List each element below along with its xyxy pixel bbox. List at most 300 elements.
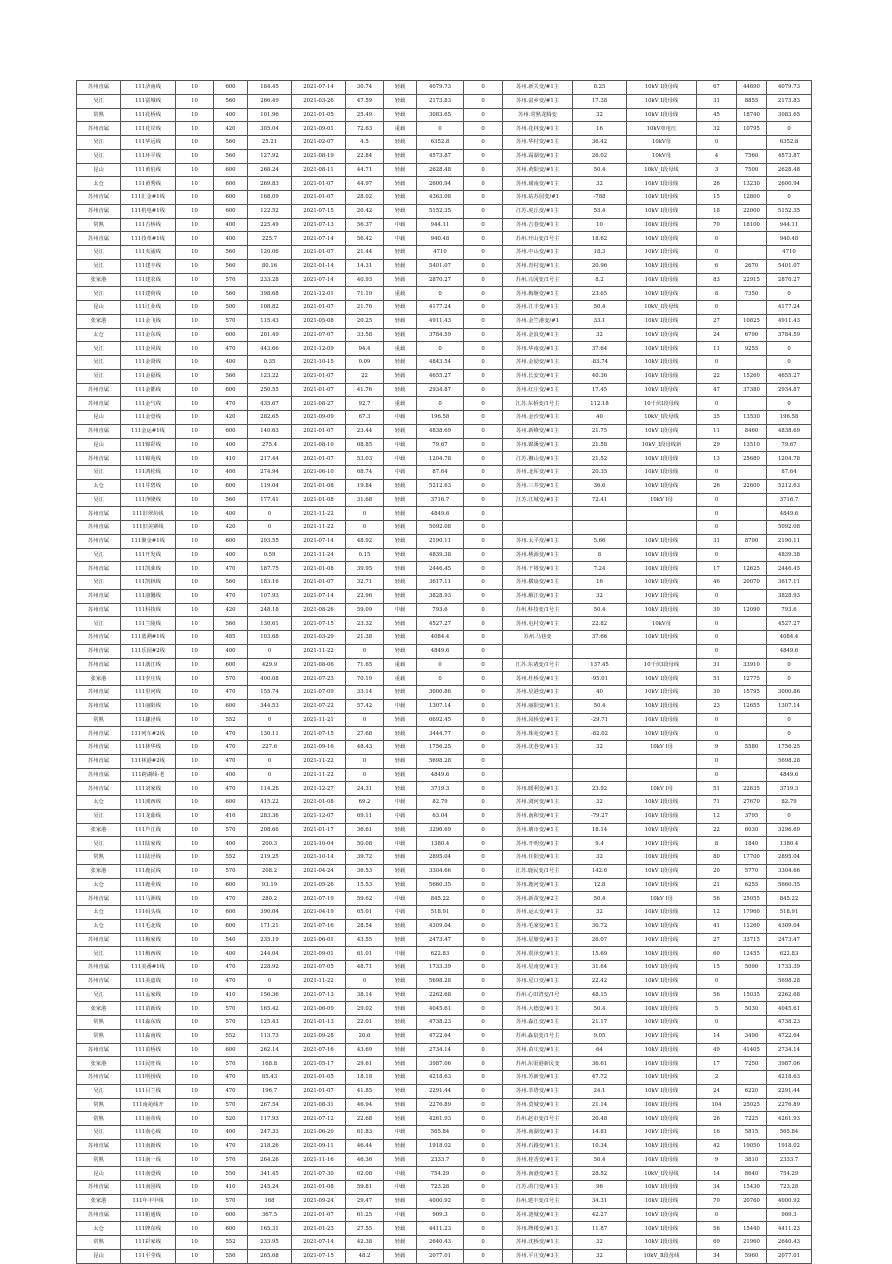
cell-spare-capacity: 87.64: [417, 466, 464, 480]
cell-voltage: 10: [176, 369, 214, 383]
cell-load-rate: 0.15: [346, 548, 384, 562]
cell-available-capacity: 2446.45: [767, 562, 812, 576]
cell-peak-load: 429.9: [248, 658, 292, 672]
cell-available-capacity: 4849.6: [767, 507, 812, 521]
cell-busbar: 10kV Ⅰ段母线: [627, 837, 697, 851]
cell-voltage: 10: [176, 246, 214, 260]
cell-user-capacity: 8460: [737, 424, 767, 438]
table-row: [77, 479, 812, 493]
cell-substation: 苏州.丽阳变/#1主: [503, 699, 573, 713]
cell-transformer-margin: 47.72: [573, 1071, 627, 1085]
cell-load-rate: 61.25: [346, 1208, 384, 1222]
cell-available-capacity: 4045.61: [767, 1002, 812, 1016]
cell-available-capacity: 4527.27: [767, 617, 812, 631]
cell-peak-date: 2021-12-27: [292, 782, 346, 796]
cell-user-capacity: 21960: [737, 1236, 767, 1250]
cell-peak-load: 127.92: [248, 149, 292, 163]
cell-reserve: 0: [464, 961, 503, 975]
cell-voltage: 10: [176, 163, 214, 177]
cell-user-capacity: [737, 466, 767, 480]
cell-substation: 苏州.红庄变/#1主: [503, 383, 573, 397]
table-row: [77, 1208, 812, 1222]
cell-user-capacity: 15035: [737, 988, 767, 1002]
cell-load-level: 轻载: [384, 713, 417, 727]
cell-voltage: 10: [176, 1236, 214, 1250]
cell-capacity: 552: [214, 851, 248, 865]
cell-substation: 苏州.平庄变/#3主: [503, 1249, 573, 1263]
cell-voltage: 10: [176, 672, 214, 686]
cell-substation: 苏州.梅堰变/#1主: [503, 287, 573, 301]
cell-available-capacity: 4218.63: [767, 1071, 812, 1085]
cell-peak-load: 184.45: [248, 81, 292, 95]
cell-peak-date: 2021-08-11: [292, 163, 346, 177]
cell-available-capacity: 2600.94: [767, 177, 812, 191]
cell-feeder-name: 111华远线: [121, 136, 176, 150]
cell-load-level: 轻载: [384, 246, 417, 260]
cell-region: 吴江: [77, 1126, 121, 1140]
cell-user-capacity: 17960: [737, 906, 767, 920]
cell-substation: 苏州.星南变/#1主: [503, 961, 573, 975]
cell-user-capacity: 3490: [737, 1029, 767, 1043]
cell-substation: 苏州.杜桥变/#1主: [503, 672, 573, 686]
cell-user-capacity: 27670: [737, 796, 767, 810]
cell-region: 吴江: [77, 1084, 121, 1098]
cell-peak-load: 130.11: [248, 727, 292, 741]
cell-spare-capacity: 63.04: [417, 809, 464, 823]
cell-available-capacity: 2190.11: [767, 534, 812, 548]
cell-spare-capacity: 1733.39: [417, 961, 464, 975]
cell-load-rate: 67.3: [346, 411, 384, 425]
cell-spare-capacity: 944.11: [417, 218, 464, 232]
cell-peak-date: 2021-07-14: [292, 81, 346, 95]
cell-load-level: 中载: [384, 809, 417, 823]
cell-reserve: 0: [464, 878, 503, 892]
cell-feeder-name: 111建丰线: [121, 259, 176, 273]
cell-transformer-margin: 18.14: [573, 823, 627, 837]
cell-voltage: 10: [176, 933, 214, 947]
cell-peak-date: 2021-09-01: [292, 947, 346, 961]
table-row: [77, 644, 812, 658]
cell-capacity: 600: [214, 81, 248, 95]
cell-transformer-margin: 5.66: [573, 534, 627, 548]
cell-load-level: 轻载: [384, 191, 417, 205]
cell-peak-date: 2021-06-10: [292, 466, 346, 480]
cell-available-capacity: 82.79: [767, 796, 812, 810]
cell-load-rate: 29.61: [346, 1057, 384, 1071]
cell-spare-capacity: 3000.86: [417, 686, 464, 700]
cell-available-capacity: 2895.04: [767, 851, 812, 865]
cell-user-count: 56: [697, 892, 737, 906]
table-row: [77, 507, 812, 521]
cell-reserve: 0: [464, 1236, 503, 1250]
cell-peak-load: 155.74: [248, 686, 292, 700]
cell-transformer-margin: [573, 521, 627, 535]
cell-available-capacity: 4839.38: [767, 548, 812, 562]
cell-available-capacity: 4079.73: [767, 81, 812, 95]
cell-transformer-margin: 20.48: [573, 1112, 627, 1126]
cell-spare-capacity: 2870.27: [417, 273, 464, 287]
cell-spare-capacity: 4363.08: [417, 191, 464, 205]
cell-region: 昆山: [77, 438, 121, 452]
cell-peak-date: 2021-07-14: [292, 589, 346, 603]
cell-reserve: 0: [464, 466, 503, 480]
cell-user-count: 12: [697, 906, 737, 920]
table-row: [77, 122, 812, 136]
cell-busbar: 10kV Ⅰ段母线: [627, 576, 697, 590]
cell-feeder-name: 111金福线: [121, 369, 176, 383]
cell-load-rate: 40.93: [346, 273, 384, 287]
cell-load-rate: 59.62: [346, 892, 384, 906]
cell-voltage: 10: [176, 892, 214, 906]
table-row: [77, 727, 812, 741]
cell-voltage: 10: [176, 562, 214, 576]
cell-user-capacity: [737, 644, 767, 658]
cell-load-level: 中载: [384, 218, 417, 232]
cell-load-rate: 70.19: [346, 672, 384, 686]
cell-feeder-name: 111聚金#1线: [121, 534, 176, 548]
cell-voltage: 10: [176, 809, 214, 823]
cell-transformer-margin: 22.82: [573, 617, 627, 631]
cell-available-capacity: 4722.64: [767, 1029, 812, 1043]
cell-peak-load: 0.59: [248, 548, 292, 562]
cell-voltage: 10: [176, 1222, 214, 1236]
cell-load-rate: 23.44: [346, 424, 384, 438]
cell-busbar: 10kV Ⅰ段母线: [627, 672, 697, 686]
cell-feeder-name: 111金飞线: [121, 314, 176, 328]
cell-user-count: 70: [697, 1194, 737, 1208]
cell-load-level: 轻载: [384, 273, 417, 287]
cell-peak-date: 2021-01-07: [292, 1084, 346, 1098]
cell-region: 太仓: [77, 479, 121, 493]
cell-feeder-name: 111建农线: [121, 273, 176, 287]
cell-user-capacity: [737, 246, 767, 260]
cell-load-level: 轻载: [384, 507, 417, 521]
cell-substation: 苏州.桃源变/#1主: [503, 548, 573, 562]
cell-capacity: 560: [214, 259, 248, 273]
cell-peak-date: 2021-11-22: [292, 521, 346, 535]
cell-peak-load: 123.22: [248, 369, 292, 383]
cell-peak-date: 2021-01-07: [292, 1208, 346, 1222]
cell-user-count: 8: [697, 837, 737, 851]
cell-user-count: 15: [697, 191, 737, 205]
cell-voltage: 10: [176, 754, 214, 768]
cell-user-capacity: 33715: [737, 933, 767, 947]
cell-user-count: 2: [697, 1071, 737, 1085]
cell-reserve: 0: [464, 823, 503, 837]
cell-capacity: 410: [214, 452, 248, 466]
cell-spare-capacity: 1204.78: [417, 452, 464, 466]
cell-spare-capacity: 1756.25: [417, 741, 464, 755]
cell-available-capacity: 2640.43: [767, 1236, 812, 1250]
cell-available-capacity: 5660.35: [767, 878, 812, 892]
cell-user-count: 83: [697, 273, 737, 287]
cell-peak-date: 2021-12-09: [292, 342, 346, 356]
cell-capacity: 420: [214, 411, 248, 425]
cell-substation: 苏州.璜南变/#1主: [503, 177, 573, 191]
cell-load-rate: 14.31: [346, 259, 384, 273]
cell-load-rate: 46.94: [346, 1098, 384, 1112]
cell-region: 吴江: [77, 342, 121, 356]
cell-substation: 苏州.大德变/#1主: [503, 1002, 573, 1016]
cell-capacity: 560: [214, 287, 248, 301]
cell-spare-capacity: 4849.6: [417, 768, 464, 782]
cell-load-level: 轻载: [384, 314, 417, 328]
cell-transformer-margin: 32: [573, 906, 627, 920]
cell-peak-date: 2021-07-15: [292, 204, 346, 218]
cell-user-count: 24: [697, 1084, 737, 1098]
table-row: [77, 947, 812, 961]
cell-reserve: 0: [464, 452, 503, 466]
cell-peak-load: 274.94: [248, 466, 292, 480]
cell-user-capacity: 8640: [737, 1167, 767, 1181]
cell-capacity: 520: [214, 1112, 248, 1126]
cell-available-capacity: 87.64: [767, 466, 812, 480]
cell-region: 常熟: [77, 218, 121, 232]
table-row: [77, 246, 812, 260]
cell-user-count: 24: [697, 328, 737, 342]
cell-feeder-name: 111淼南线: [121, 1029, 176, 1043]
cell-feeder-name: 111技革#1线: [121, 232, 176, 246]
cell-user-count: 104: [697, 1098, 737, 1112]
table-row: [77, 864, 812, 878]
cell-user-count: 26: [697, 1112, 737, 1126]
cell-load-rate: 41.85: [346, 1084, 384, 1098]
cell-user-capacity: 22635: [737, 782, 767, 796]
cell-peak-date: 2021-11-22: [292, 768, 346, 782]
cell-region: 苏州直属: [77, 1181, 121, 1195]
cell-busbar: 10kV Ⅰ段母线: [627, 1208, 697, 1222]
cell-feeder-name: 111列车#2线: [121, 727, 176, 741]
cell-user-capacity: [737, 727, 767, 741]
cell-load-rate: 48.43: [346, 741, 384, 755]
cell-peak-load: 208.66: [248, 823, 292, 837]
cell-spare-capacity: 2173.83: [417, 94, 464, 108]
cell-substation: 苏州.莘塔变/#1主: [503, 1084, 573, 1098]
cell-user-capacity: 6790: [737, 328, 767, 342]
cell-feeder-name: 111南帝线: [121, 1112, 176, 1126]
cell-load-rate: 33.58: [346, 328, 384, 342]
cell-busbar: 10kV Ⅰ段母线: [627, 204, 697, 218]
cell-transformer-margin: [573, 507, 627, 521]
cell-capacity: 400: [214, 507, 248, 521]
table-row: [77, 1181, 812, 1195]
cell-reserve: 0: [464, 1181, 503, 1195]
cell-peak-load: 282.65: [248, 411, 292, 425]
cell-peak-date: 2021-07-12: [292, 1112, 346, 1126]
cell-user-capacity: 22000: [737, 204, 767, 218]
cell-reserve: 0: [464, 562, 503, 576]
cell-substation: 苏州.运太变/#1主: [503, 906, 573, 920]
cell-busbar: 10kV Ⅰ段母线: [627, 1098, 697, 1112]
cell-feeder-name: 111富城线: [121, 94, 176, 108]
cell-peak-load: 248.18: [248, 603, 292, 617]
cell-transformer-margin: 34.31: [573, 1194, 627, 1208]
cell-available-capacity: 4411.23: [767, 1222, 812, 1236]
cell-feeder-name: 111码头线: [121, 906, 176, 920]
cell-load-level: 轻载: [384, 1084, 417, 1098]
cell-reserve: 0: [464, 768, 503, 782]
cell-transformer-margin: 72.41: [573, 493, 627, 507]
cell-substation: 苏州.苗庄变/#1主: [503, 1043, 573, 1057]
cell-spare-capacity: 2190.11: [417, 534, 464, 548]
cell-transformer-margin: 32: [573, 1236, 627, 1250]
cell-busbar: 10kV Ⅰ段母线: [627, 878, 697, 892]
cell-load-level: 轻载: [384, 1057, 417, 1071]
cell-substation: 苏州.苏新变/#1主: [503, 1071, 573, 1085]
cell-peak-date: 2021-01-05: [292, 108, 346, 122]
cell-load-level: 轻载: [384, 988, 417, 1002]
cell-transformer-margin: 26.07: [573, 933, 627, 947]
cell-transformer-margin: 37.66: [573, 631, 627, 645]
cell-spare-capacity: 2276.89: [417, 1098, 464, 1112]
cell-user-capacity: 7225: [737, 1112, 767, 1126]
cell-peak-load: 171.21: [248, 919, 292, 933]
cell-available-capacity: 4261.93: [767, 1112, 812, 1126]
cell-feeder-name: 111黄伯线: [121, 163, 176, 177]
table-row: [77, 1249, 812, 1263]
cell-feeder-name: 111南苑线开: [121, 1098, 176, 1112]
table-row: [77, 672, 812, 686]
cell-load-rate: 57.42: [346, 699, 384, 713]
cell-busbar: 10kV Ⅰ段母线: [627, 589, 697, 603]
cell-busbar: 10kV Ⅰ段母线: [627, 479, 697, 493]
cell-peak-load: 262.14: [248, 1043, 292, 1057]
cell-busbar: 10kV母: [627, 149, 697, 163]
cell-feeder-name: 111孟家线: [121, 988, 176, 1002]
cell-substation: 苏州.富乡变/#1主: [503, 94, 573, 108]
cell-voltage: 10: [176, 507, 214, 521]
cell-load-rate: 0: [346, 754, 384, 768]
cell-voltage: 10: [176, 851, 214, 865]
cell-peak-date: 2021-01-07: [292, 301, 346, 315]
cell-capacity: 470: [214, 727, 248, 741]
cell-transformer-margin: 16: [573, 122, 627, 136]
cell-user-capacity: [737, 754, 767, 768]
cell-load-rate: 20.42: [346, 204, 384, 218]
cell-reserve: 0: [464, 906, 503, 920]
cell-load-rate: 20.6: [346, 1029, 384, 1043]
table-row: [77, 149, 812, 163]
cell-peak-date: 2021-07-14: [292, 273, 346, 287]
cell-substation: 苏州.青村变/#1主: [503, 259, 573, 273]
table-row: [77, 191, 812, 205]
table-row: [77, 837, 812, 851]
cell-reserve: 0: [464, 1194, 503, 1208]
cell-available-capacity: 0: [767, 727, 812, 741]
table-row: [77, 878, 812, 892]
cell-user-count: 0: [697, 589, 737, 603]
cell-region: 张家港: [77, 1057, 121, 1071]
cell-user-count: 31: [697, 94, 737, 108]
cell-busbar: 10kV Ⅰ段母线: [627, 906, 697, 920]
cell-busbar: 10kV_Ⅰ段母线: [627, 301, 697, 315]
cell-capacity: 600: [214, 919, 248, 933]
cell-busbar: 10kV Ⅰ段母线: [627, 424, 697, 438]
cell-reserve: 0: [464, 1153, 503, 1167]
cell-load-rate: 36.53: [346, 864, 384, 878]
cell-peak-load: 235.19: [248, 933, 292, 947]
cell-busbar: 10kV Ⅰ段母线: [627, 699, 697, 713]
cell-peak-load: 0: [248, 644, 292, 658]
cell-capacity: 470: [214, 782, 248, 796]
cell-region: 苏州直属: [77, 768, 121, 782]
table-row: [77, 163, 812, 177]
cell-load-level: 轻载: [384, 562, 417, 576]
cell-capacity: 600: [214, 906, 248, 920]
cell-user-count: 51: [697, 782, 737, 796]
cell-spare-capacity: 1918.02: [417, 1139, 464, 1153]
cell-load-level: 轻载: [384, 383, 417, 397]
cell-spare-capacity: 0: [417, 672, 464, 686]
cell-spare-capacity: 2333.7: [417, 1153, 464, 1167]
cell-capacity: 600: [214, 1208, 248, 1222]
cell-user-capacity: 17700: [737, 851, 767, 865]
table-row: [77, 466, 812, 480]
cell-peak-load: 120.06: [248, 246, 292, 260]
cell-user-count: 0: [697, 548, 737, 562]
table-row: [77, 699, 812, 713]
cell-available-capacity: 2333.7: [767, 1153, 812, 1167]
cell-available-capacity: 0: [767, 713, 812, 727]
cell-available-capacity: 1307.14: [767, 699, 812, 713]
cell-reserve: 0: [464, 1098, 503, 1112]
cell-user-capacity: 12800: [737, 191, 767, 205]
cell-spare-capacity: 5660.35: [417, 878, 464, 892]
cell-feeder-name: 111黄秀线: [121, 177, 176, 191]
cell-load-level: 重载: [384, 122, 417, 136]
cell-peak-date: 2021-07-22: [292, 699, 346, 713]
cell-load-rate: 38.14: [346, 988, 384, 1002]
cell-substation: 苏州.金浪变/#1主: [503, 328, 573, 342]
cell-available-capacity: 3828.93: [767, 589, 812, 603]
cell-spare-capacity: 4838.69: [417, 424, 464, 438]
cell-busbar: [627, 768, 697, 782]
cell-spare-capacity: 3296.69: [417, 823, 464, 837]
cell-reserve: 0: [464, 809, 503, 823]
cell-user-count: 34: [697, 1181, 737, 1195]
cell-load-level: 轻载: [384, 576, 417, 590]
cell-load-rate: 22: [346, 369, 384, 383]
cell-load-rate: 22.96: [346, 589, 384, 603]
cell-peak-load: 108.82: [248, 301, 292, 315]
cell-reserve: 0: [464, 534, 503, 548]
cell-available-capacity: 3987.06: [767, 1057, 812, 1071]
cell-region: 太仓: [77, 796, 121, 810]
cell-peak-date: 2021-03-26: [292, 94, 346, 108]
cell-peak-load: 200.3: [248, 837, 292, 851]
cell-peak-load: 0: [248, 521, 292, 535]
cell-load-level: 重载: [384, 658, 417, 672]
cell-spare-capacity: 4911.43: [417, 314, 464, 328]
cell-region: 吴江: [77, 576, 121, 590]
cell-region: 吴江: [77, 493, 121, 507]
cell-feeder-name: 111开发线: [121, 548, 176, 562]
cell-region: 苏州直属: [77, 727, 121, 741]
cell-substation: 苏州.横扇变/#1主: [503, 576, 573, 590]
cell-busbar: 10kV Ⅰ段母线: [627, 259, 697, 273]
cell-transformer-margin: 23.65: [573, 287, 627, 301]
cell-available-capacity: 0: [767, 397, 812, 411]
cell-peak-load: 264.26: [248, 1153, 292, 1167]
cell-load-rate: 30.74: [346, 81, 384, 95]
cell-spare-capacity: 4655.27: [417, 369, 464, 383]
cell-transformer-margin: 112.18: [573, 397, 627, 411]
cell-substation: [503, 507, 573, 521]
cell-spare-capacity: 4079.73: [417, 81, 464, 95]
cell-busbar: 10kV Ⅰ段母线: [627, 356, 697, 370]
cell-busbar: 10kV Ⅰ段母线: [627, 177, 697, 191]
cell-voltage: 10: [176, 521, 214, 535]
